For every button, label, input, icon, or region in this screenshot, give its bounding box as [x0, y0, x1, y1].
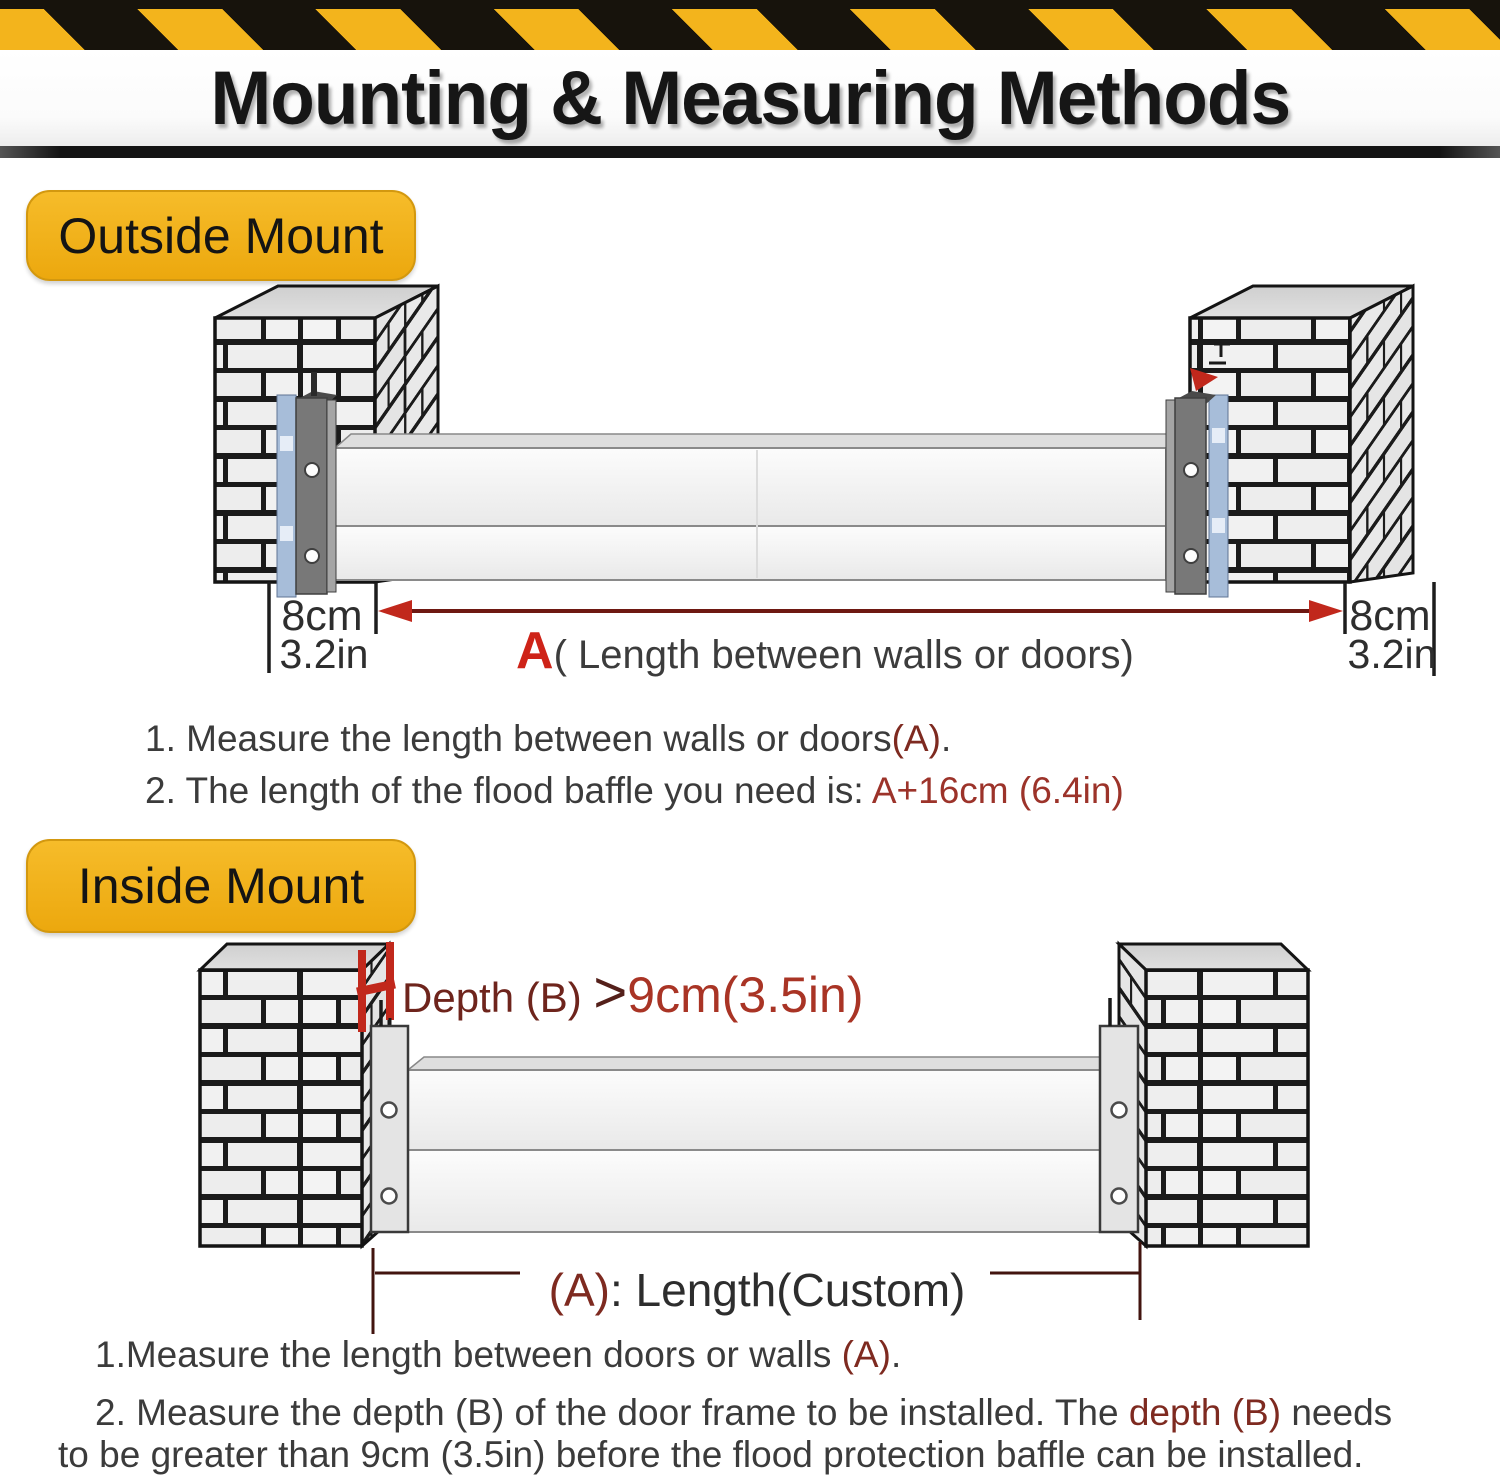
inside-step-2-continuation: to be greater than 9cm (3.5in) before the flood protection baffle can be installed. [58, 1434, 1364, 1475]
outside-step-2-accent: A+16cm (6.4in) [871, 770, 1124, 811]
gasket-mark [280, 526, 293, 541]
inside-mount-badge-label: Inside Mount [77, 858, 365, 914]
arrowhead-left [378, 600, 412, 622]
screw-hole [1184, 463, 1198, 477]
inside-step-1 [95, 1334, 901, 1376]
pillar-top-face [1119, 944, 1308, 970]
inside-step-2-accent: depth (B) [1128, 1392, 1282, 1433]
screw-hole [1112, 1103, 1127, 1118]
length-custom-label [549, 1264, 966, 1316]
header-top-line [0, 0, 1500, 9]
screw-hole [305, 549, 319, 563]
screw-hole [382, 1189, 397, 1204]
span-length-label [516, 622, 1134, 680]
flood-barrier [408, 1057, 1116, 1232]
span-label-letter: A [516, 622, 554, 680]
gasket-mark [1212, 518, 1225, 533]
gasket-strip-left [277, 395, 296, 597]
channel-face [296, 398, 327, 594]
caution-tape-stripe [0, 9, 1500, 50]
outside-step-1-end: . [940, 718, 952, 759]
depth-label [402, 960, 863, 1025]
barrier-top-lip [335, 434, 1183, 448]
length-label-text: : Length(Custom) [609, 1264, 966, 1316]
arrowhead-right [1309, 600, 1343, 622]
channel-edge [1166, 400, 1175, 592]
barrier-panel-top [335, 448, 1166, 526]
gasket-mark [1212, 428, 1225, 443]
outside-step-2-text: 2. The length of the flood baffle you need is: [145, 770, 872, 811]
outside-step-1 [145, 718, 951, 760]
screw-hole [305, 463, 319, 477]
outside-step-2 [145, 770, 1124, 812]
brick-pillar-right [1119, 944, 1308, 1246]
offset-label-left-in: 3.2in [279, 631, 369, 677]
outside-mount-badge-label: Outside Mount [58, 207, 384, 264]
screw-hole [1112, 1189, 1127, 1204]
barrier-panel-bottom [408, 1150, 1100, 1232]
mounting-bracket-left [371, 1000, 408, 1232]
pillar-side-face [1350, 286, 1413, 582]
gasket-mark [280, 436, 293, 451]
offset-label-right-in: 3.2in [1347, 631, 1437, 677]
inside-step-2-line-1 [95, 1392, 1392, 1434]
barrier-panel-bottom [335, 526, 1166, 580]
inside-step-1-end: . [890, 1334, 902, 1375]
outside-step-1-text: 1. Measure the length between walls or doors [145, 718, 892, 759]
inside-mount-badge [26, 839, 416, 933]
screw-hole [1184, 549, 1198, 563]
page-title: Mounting & Measuring Methods [210, 55, 1290, 141]
pillar-front-face [1146, 970, 1308, 1246]
inside-mount-diagram [0, 938, 1500, 1340]
channel-face [1175, 398, 1206, 594]
greater-than-sign: > [593, 960, 628, 1025]
pillar-front-face [200, 970, 362, 1246]
inside-step-1-accent: (A) [841, 1334, 891, 1375]
header-divider-bar [0, 146, 1500, 158]
title-band [0, 50, 1500, 146]
depth-label-text: Depth (B) [402, 974, 594, 1021]
mounting-bracket-right [1100, 998, 1138, 1232]
barrier-panel-top [408, 1070, 1100, 1150]
offset-label-left-cm: 8cm [281, 592, 363, 640]
inside-step-2-text: 2. Measure the depth (B) of the door frame to be installed. The [95, 1392, 1129, 1433]
outside-mount-badge [26, 190, 416, 281]
span-label-text: ( Length between walls or doors) [553, 633, 1134, 677]
depth-value: 9cm(3.5in) [627, 967, 864, 1023]
gasket-strip-right [1209, 395, 1228, 597]
mounting-channel-left [277, 372, 337, 597]
barrier-top-lip [408, 1057, 1116, 1070]
outside-step-1-accent: (A) [891, 718, 941, 759]
inside-dimension [373, 1242, 1140, 1334]
inside-step-2-line-2 [58, 1434, 1363, 1475]
outside-mount-diagram [0, 280, 1500, 680]
flood-barrier [335, 434, 1183, 580]
inside-step-2-end: needs [1281, 1392, 1393, 1433]
screw-hole [382, 1103, 397, 1118]
outside-dimension [269, 582, 1436, 680]
length-label-accent: (A) [548, 1264, 610, 1316]
channel-edge [327, 400, 336, 592]
offset-label-right-cm: 8cm [1349, 592, 1431, 640]
inside-step-1-text: 1.Measure the length between doors or walls [95, 1334, 842, 1375]
